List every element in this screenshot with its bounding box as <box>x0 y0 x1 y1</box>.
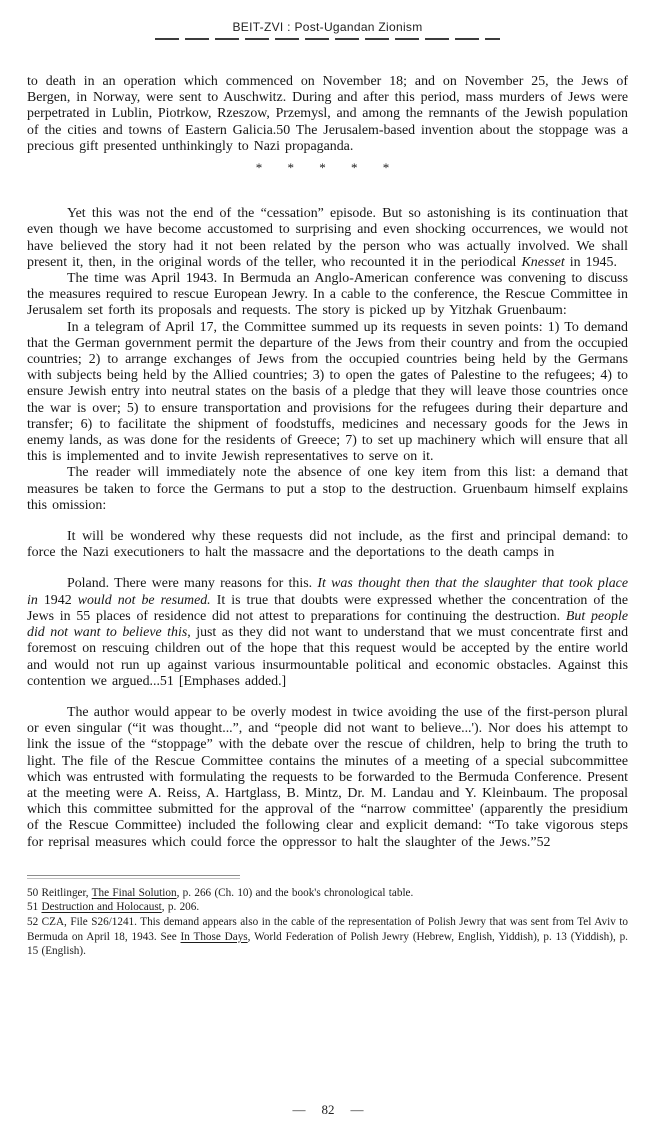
section-separator <box>27 160 628 176</box>
text-run: to death in an operation which commenced on November 18; and on November 25, the Jews of Bergen, in Norway, were sent to Auschwitz. During and after this period, mass murders of Jews were perpetrated in Lublin, Piotrkow, Rzeszow, Przemysl, and among the remnants of the Jewish population of the cities and towns of Eastern Galicia.50 The Jerusalem-based invention about the stoppage was a precious gift presented unthinkingly to Nazi propaganda. <box>27 74 628 154</box>
text-run: 51 <box>27 901 42 914</box>
footnote <box>27 900 628 915</box>
body-text <box>27 74 628 851</box>
paragraph <box>27 320 628 466</box>
text-run: The author would appear to be overly modest in twice avoiding the use of the first-person plural or even singular (“it was thought...”, and “people did not want to believe...'). Nor does his attempt to link the issue of the “stoppage” with the debate over the rescue of children, help to bring the truth to light. The file of the Rescue Committee contains the minutes of a meeting of a special subcommittee which was entrusted with formulating the requests to be forwarded to the Bermuda Conference. Present at the meeting were A. Reiss, A. Hartglass, B. Mintz, Dr. M. Landau and Y. Kleinbaum. The proposal which this committee submitted for the approval of the “narrow committee' (apparently the presidium of the Rescue Committee) included the following clear and explicit demand: “To take vigorous steps for reprisal measures which could force the oppressor to halt the slaughter of the Jews.”52 <box>27 704 628 850</box>
text-run-underline: Destruction and Holocaust <box>41 901 162 914</box>
paragraph <box>27 271 628 320</box>
text-run: The reader will immediately note the absence of one key item from this list: a demand that measures be taken to force the Germans to put a stop to the destruction. Gruenbaum himself explains this omission: <box>27 465 628 513</box>
page-number: 82 <box>321 1102 335 1117</box>
text-run-underline: In Those Days <box>180 930 248 943</box>
footnote <box>27 886 628 901</box>
running-head-title: BEIT-ZVI : Post-Ugandan Zionism <box>232 20 423 34</box>
text-run: , World Federation of Polish Jewry (Hebrew, English, Yiddish), p. 13 (Yiddish), p. 15 (English). <box>27 930 628 958</box>
paragraph <box>27 74 628 155</box>
page-header <box>27 20 628 40</box>
text-run: 50 Reitlinger, <box>27 886 92 899</box>
text-run-italic: Knesset <box>521 254 565 270</box>
text-run: It will be wondered why these requests did not include, as the first and principal demand: to force the Nazi executioners to halt the massacre and the deportations to the death camps in <box>27 529 628 561</box>
paragraph <box>27 206 628 271</box>
text-run: It is true that doubts were expressed whether the concentration of the Jews in 55 places of residence did not attest to preparations for continuing the destruction. <box>27 592 628 624</box>
text-run-italic: But people did not want to believe this <box>27 608 629 641</box>
text-run: 52 CZA, File S26/1241. This demand appears also in the cable of the representation of Polish Jewry that was sent from Tel Aviv to Bermuda on April 18, 1943. See <box>27 915 628 943</box>
text-run: Yet this was not the end of the “cessation” episode. But so astonishing is its continuation that even though we have become accustomed to surprising and even shocking occurrences, we would not have believed the story had it not been related by the person who was actually involved. We shall present it, then, in the original words of the teller, who recounted it in the periodical <box>27 206 628 270</box>
footnote <box>27 915 628 959</box>
paragraph <box>27 705 628 851</box>
text-run-italic: It was thought then that the slaughter that took place in <box>27 576 629 608</box>
text-run: , p. 266 (Ch. 10) and the book's chronological table. <box>176 886 414 899</box>
paragraph <box>27 529 628 561</box>
text-run: Poland. There were many reasons for this. <box>67 576 318 592</box>
paragraph <box>27 576 628 689</box>
text-run-italic: would not be resumed. <box>77 592 211 608</box>
text-run: in 1945. <box>564 254 617 270</box>
footer-dash-left: — <box>292 1102 306 1117</box>
paragraph <box>27 465 628 514</box>
text-run: , p. 206. <box>161 901 200 914</box>
footnote-separator <box>27 875 240 879</box>
footnotes-section <box>27 886 628 959</box>
text-run: , just as they did not want to understand that we must concentrate first and foremost on rescuing children out of the hope that this request would be accepted by the entire world and would not run up against various insurmountable political and economic obstacles. Against this contention we argued...51 [Emphases added.] <box>27 625 629 689</box>
text-run: In a telegram of April 17, the Committee summed up its requests in seven points: 1) To demand that the German government permit the departure of the Jews from their country and from the occupied countries; 2) to arrange exchanges of Jews from the occupied countries being held by the Germans with subjects being held by the Allied countries; 3) to open the gates of Palestine to the refugees; 4) to ensure Jewish entry into neutral states on the basis of a pledge that they will leave those countries once the war is over; 5) to ensure transportation and provisions for the refugees during their departure and transfer; 6) to facilitate the shipment of foodstuffs, medicines and necessary goods for the Jews in enemy lands, as was done for the residents of Greece; 7) to set up machinery which will ensure that all this is implemented and to invite Jewish representatives to serve on it. <box>27 319 628 465</box>
text-run: The time was April 1943. In Bermuda an Anglo-American conference was convening to discuss the measures required to rescue European Jewry. In a cable to the conference, the Rescue Committee in Jerusalem set forth its proposals and requests. The story is picked up by Yitzhak Gruenbaum: <box>27 271 628 319</box>
text-run: 1942 <box>43 592 78 608</box>
header-rule <box>155 38 500 40</box>
text-run: * * * * * <box>255 160 400 176</box>
page-footer <box>0 1102 656 1118</box>
footer-dash-right: — <box>350 1102 364 1117</box>
text-run-underline: The Final Solution <box>91 886 177 899</box>
